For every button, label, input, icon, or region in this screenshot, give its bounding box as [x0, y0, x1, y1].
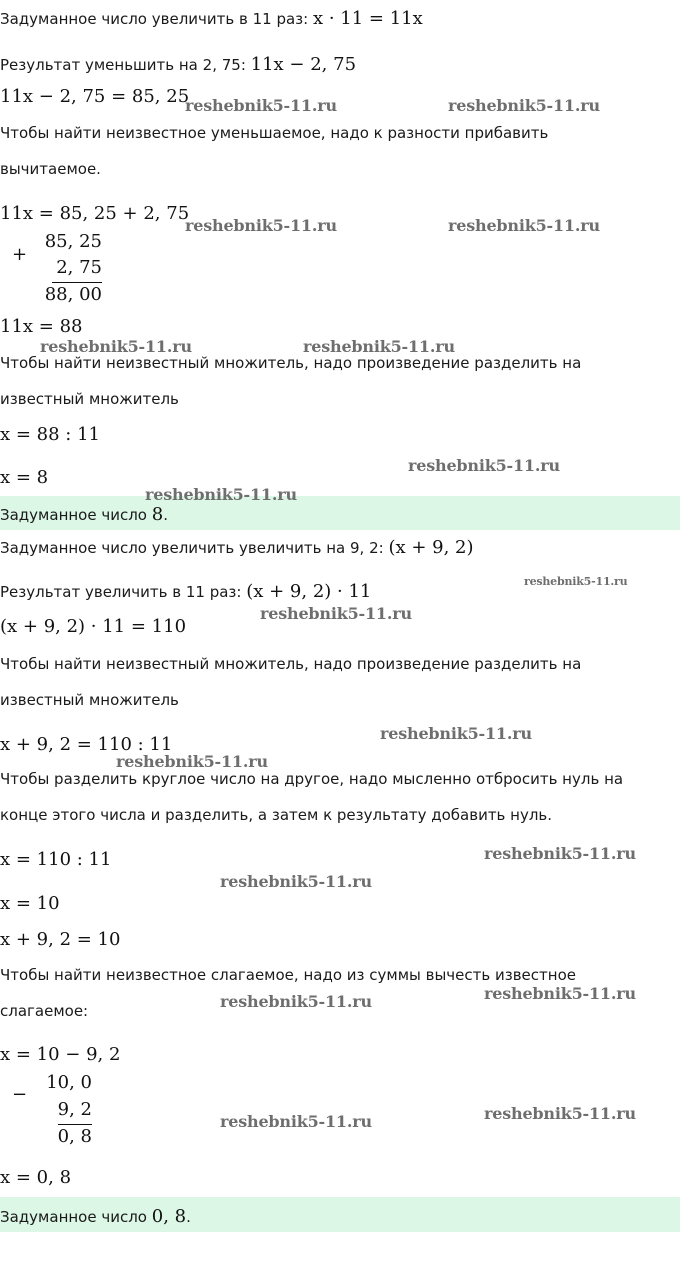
minuend: 10, 0 [46, 1072, 92, 1093]
answer-1: Задуманное число 8. [0, 504, 168, 525]
line-27: x = 0, 8 [0, 1167, 72, 1188]
watermark: reshebnik5-11.ru [448, 96, 600, 115]
watermark: reshebnik5-11.ru [40, 337, 192, 356]
watermark: reshebnik5-11.ru [484, 1104, 636, 1123]
line-24: Чтобы найти неизвестное слагаемое, надо из суммы вычесть известное [0, 966, 576, 984]
difference-line [58, 1124, 92, 1125]
line-18: x + 9, 2 = 110 : 11 [0, 734, 173, 755]
line-19: Чтобы разделить круглое число на другое, надо мысленно отбросить нуль на [0, 770, 624, 788]
line-6: 11x = 85, 25 + 2, 75 [0, 203, 190, 224]
line-1: Задуманное число увеличить в 11 раз: x · 11 = 11x [0, 8, 423, 29]
watermark: reshebnik5-11.ru [116, 752, 268, 771]
watermark: reshebnik5-11.ru [484, 984, 636, 1003]
line-20: конце этого числа и разделить, а затем к результату добавить нуль. [0, 806, 553, 824]
watermark: reshebnik5-11.ru [303, 337, 455, 356]
minus-sign: − [12, 1084, 28, 1105]
line-8: Чтобы найти неизвестный множитель, надо произведение разделить на [0, 354, 582, 372]
line-22: x = 10 [0, 893, 60, 914]
difference-result: 0, 8 [57, 1126, 92, 1147]
watermark: reshebnik5-11.ru [220, 992, 372, 1011]
line-17: известный множитель [0, 691, 179, 709]
watermark: reshebnik5-11.ru [260, 604, 412, 623]
answer-2: Задуманное число 0, 8. [0, 1206, 191, 1227]
line-11: x = 8 [0, 467, 49, 488]
watermark: reshebnik5-11.ru [408, 456, 560, 475]
line-4: Чтобы найти неизвестное уменьшаемое, надо к разности прибавить [0, 124, 549, 142]
sum-result: 88, 00 [44, 284, 102, 305]
plus-sign: + [12, 244, 28, 265]
line-10: x = 88 : 11 [0, 424, 100, 445]
line-16: Чтобы найти неизвестный множитель, надо произведение разделить на [0, 655, 582, 673]
line-25: слагаемое: [0, 1002, 89, 1020]
subtrahend: 9, 2 [57, 1099, 92, 1120]
watermark: reshebnik5-11.ru [220, 872, 372, 891]
line-7: 11x = 88 [0, 316, 83, 337]
watermark: reshebnik5-11.ru [220, 1112, 372, 1131]
watermark: reshebnik5-11.ru [185, 216, 337, 235]
watermark: reshebnik5-11.ru [448, 216, 600, 235]
addend-1: 85, 25 [44, 231, 102, 252]
line-21: x = 110 : 11 [0, 849, 112, 870]
addend-2: 2, 75 [56, 257, 102, 278]
watermark: reshebnik5-11.ru [145, 485, 297, 504]
line-13: Задуманное число увеличить увеличить на 9, 2: (x + 9, 2) [0, 537, 474, 558]
line-14: Результат увеличить в 11 раз: (x + 9, 2) · 11 [0, 581, 372, 602]
line-2: Результат уменьшить на 2, 75: 11x − 2, 75 [0, 54, 357, 75]
sum-line [52, 282, 102, 283]
line-23: x + 9, 2 = 10 [0, 929, 121, 950]
line-5: вычитаемое. [0, 160, 101, 178]
line-15: (x + 9, 2) · 11 = 110 [0, 616, 187, 637]
watermark: reshebnik5-11.ru [185, 96, 337, 115]
line-9: известный множитель [0, 390, 179, 408]
line-26: x = 10 − 9, 2 [0, 1044, 121, 1065]
watermark: reshebnik5-11.ru [380, 724, 532, 743]
line-3: 11x − 2, 75 = 85, 25 [0, 86, 190, 107]
watermark: reshebnik5-11.ru [524, 575, 628, 588]
watermark: reshebnik5-11.ru [484, 844, 636, 863]
